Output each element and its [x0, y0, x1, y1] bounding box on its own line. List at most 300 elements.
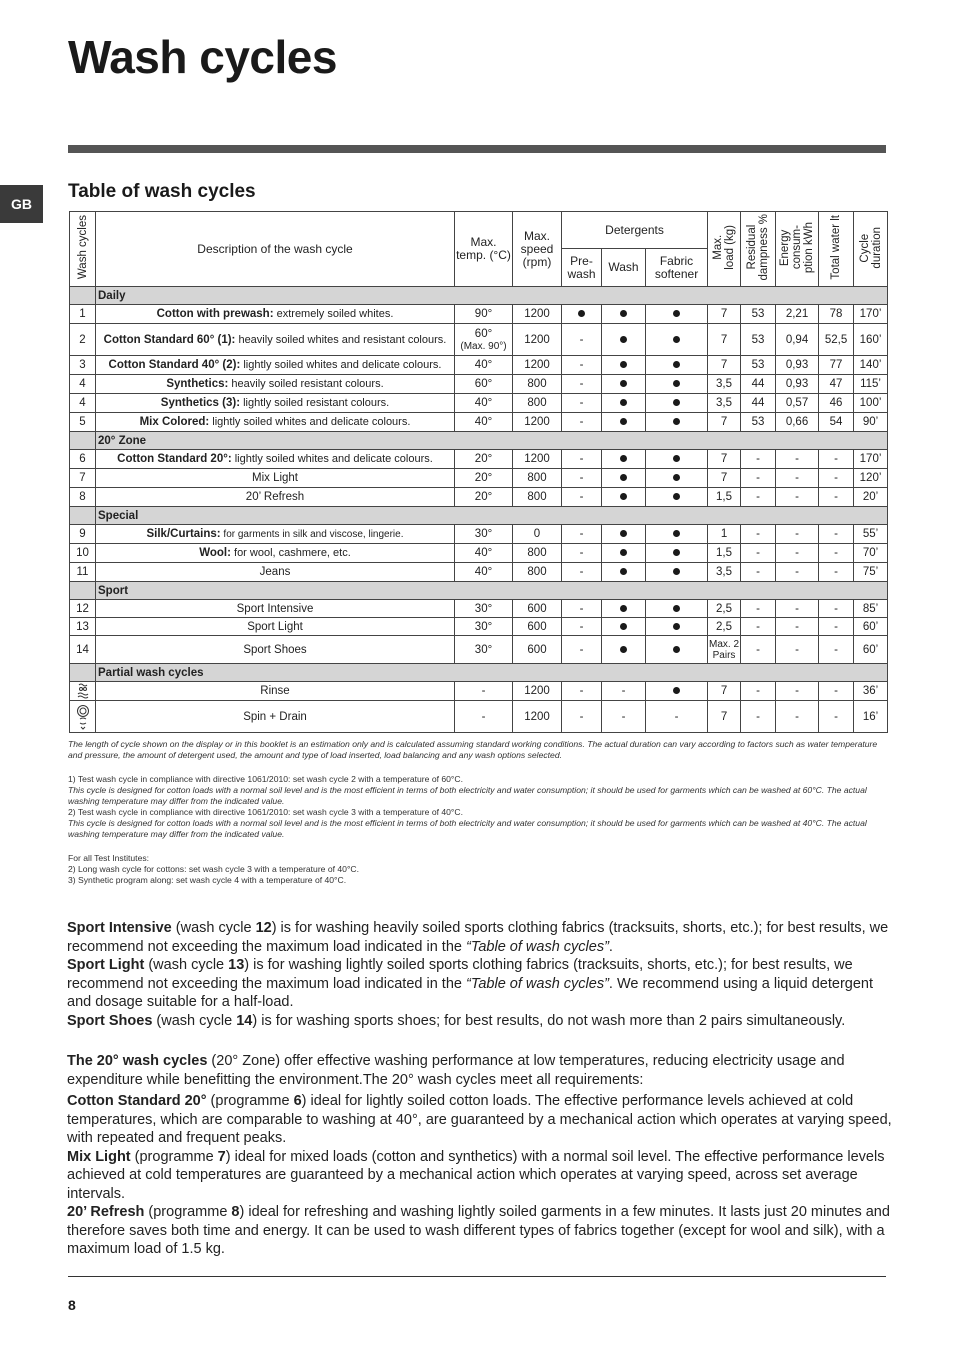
cell-max-temp: 40° [455, 413, 513, 432]
cell-duration: 60’ [854, 618, 888, 636]
included-dot-icon [673, 418, 680, 425]
cycle-name: Synthetics (3): [160, 397, 241, 409]
cycle-detail: heavily soiled whites and resistant colours. [235, 333, 447, 346]
table-row [70, 600, 888, 618]
cell-fabric-softener [646, 394, 708, 413]
cycle-detail: Spin + Drain [243, 710, 307, 723]
sport-shoes-paragraph: Sport Shoes (wash cycle 14) is for washing sports shoes; for best results, do not wash more than 2 pairs simultaneously. [67, 1012, 846, 1029]
cell-max-load: 1 [708, 525, 741, 544]
table-row [70, 488, 888, 507]
load-unit: Pairs [712, 649, 736, 661]
cell-total-water: - [819, 525, 854, 544]
header-max-speed: Max. speed (rpm) [513, 212, 562, 287]
cell-fabric-softener [646, 600, 708, 618]
table-row [70, 305, 888, 324]
cycle-name: Mix Colored: [139, 416, 210, 428]
included-dot-icon [673, 549, 680, 556]
cell-prewash: - [562, 701, 602, 733]
cell-wash [602, 469, 646, 488]
header-cycle-duration: Cycle duration [854, 212, 888, 287]
refresh-paragraph: 20’ Refresh (programme 8) ideal for refreshing and washing lightly soiled garments in a few minutes. It lasts just 20 minutes and therefore saves both time and energy. It can be used to wash different types of fabrics together (except for wool and silk), with a maximum load of 1.5 kg. [67, 1204, 890, 1257]
cycle-detail: lightly soiled resistant colours. [240, 397, 390, 409]
cell-energy: - [776, 488, 819, 507]
table-row [70, 375, 888, 394]
cell-energy: - [776, 682, 819, 701]
cell-prewash: - [562, 375, 602, 394]
rinse-icon [70, 683, 95, 699]
header-wash: Wash [602, 249, 646, 287]
cell-prewash [562, 305, 602, 324]
cell-max-load: 7 [708, 701, 741, 733]
cell-energy: - [776, 618, 819, 636]
cell-max-speed: 1200 [513, 324, 562, 356]
cycle-description [96, 375, 455, 394]
cell-residual-dampness: 44 [741, 394, 776, 413]
cycle-number: 10 [70, 544, 96, 563]
cell-wash [602, 525, 646, 544]
included-dot-icon [620, 310, 627, 317]
cell-fabric-softener [646, 413, 708, 432]
cell-max-temp: 20° [455, 488, 513, 507]
included-dot-icon [673, 399, 680, 406]
header-total-water: Total water lt [819, 212, 854, 287]
cell-total-water: 52,5 [819, 324, 854, 356]
table-row [70, 450, 888, 469]
cell-residual-dampness: - [741, 600, 776, 618]
included-dot-icon [620, 549, 627, 556]
cell-duration: 60’ [854, 636, 888, 664]
cycle-description [96, 356, 455, 375]
cycle-detail: Sport Shoes [243, 643, 307, 656]
cycle-number: 6 [70, 450, 96, 469]
cell-wash [602, 544, 646, 563]
table-row [70, 563, 888, 582]
cell-duration: 20’ [854, 488, 888, 507]
table-row [70, 618, 888, 636]
cotton-standard-20-paragraph: Cotton Standard 20° (programme 6) ideal for lightly soiled cotton loads. The effective performance levels achieved at cold temperatures, which are comparable to washing at 40°, are guaranteed by a mechanical action which operates at varying speed, with repeated and frequent peaks. [67, 1093, 892, 1146]
cell-prewash: - [562, 413, 602, 432]
cell-max-temp: 40° [455, 544, 513, 563]
cell-wash [602, 305, 646, 324]
cell-fabric-softener [646, 525, 708, 544]
cell-max-speed: 0 [513, 525, 562, 544]
cell-duration: 16’ [854, 701, 888, 733]
cell-fabric-softener [646, 450, 708, 469]
cycle-detail: Mix Light [251, 472, 299, 484]
header-detergents: Detergents [562, 212, 708, 249]
included-dot-icon [620, 568, 627, 575]
cell-duration: 36’ [854, 682, 888, 701]
cell-total-water: 77 [819, 356, 854, 375]
table-row [70, 356, 888, 375]
cell-max-temp: 30° [455, 618, 513, 636]
header-prewash: Pre- wash [562, 249, 602, 287]
cycle-description [96, 413, 455, 432]
cycle-number: 7 [70, 469, 96, 488]
group-label: Sport [96, 582, 888, 600]
cell-residual-dampness: 53 [741, 324, 776, 356]
temp-value: 60° [474, 327, 493, 340]
included-dot-icon [673, 687, 680, 694]
cell-energy: - [776, 636, 819, 664]
included-dot-icon [673, 455, 680, 462]
included-dot-icon [673, 623, 680, 630]
cycle-number: 8 [70, 488, 96, 507]
included-dot-icon [620, 455, 627, 462]
cell-energy: - [776, 525, 819, 544]
cell-max-speed: 800 [513, 394, 562, 413]
zone20-description [67, 1092, 892, 1259]
header-residual-dampness: Residual dampness % [741, 212, 776, 287]
group-label: Partial wash cycles [96, 664, 888, 682]
cell-fabric-softener [646, 544, 708, 563]
included-dot-icon [673, 568, 680, 575]
cycle-description [96, 525, 455, 544]
section-title: Table of wash cycles [68, 181, 256, 202]
cell-residual-dampness: - [741, 563, 776, 582]
header-max-load: Max. load (kg) [708, 212, 741, 287]
group-label: Daily [96, 287, 888, 305]
cell-prewash: - [562, 618, 602, 636]
cell-max-temp: 20° [455, 450, 513, 469]
cell-total-water: - [819, 618, 854, 636]
cell-max-load: 7 [708, 682, 741, 701]
cell-max-temp: 30° [455, 600, 513, 618]
cell-max-speed: 1200 [513, 701, 562, 733]
cell-max-temp: - [455, 682, 513, 701]
included-dot-icon [673, 530, 680, 537]
cell-wash [602, 618, 646, 636]
header-energy: Energy consum- ption kWh [776, 212, 819, 287]
test-notes: 1) Test wash cycle in compliance with directive 1061/2010: set wash cycle 2 with a temperature of 60°C. This cycle is designed for cotton loads with a normal soil level and is the most efficient in terms of both electricity and water consumption; it should be used for garments which can be washed at 60°C. The actual washing temperature may differ from the indicated value. 2) Test wash cycle in compliance with directive 1061/2010: set wash cycle 3 with a temperature of 40°C. This cycle is designed for cotton loads with a normal soil level and is the most efficient in terms of both electricity and water consumption; it should be used for garments which can be washed at 40°C. The actual washing temperature may differ from the indicated value. [68, 774, 867, 839]
header-description: Description of the wash cycle [96, 212, 455, 287]
included-dot-icon [620, 380, 627, 387]
included-dot-icon [673, 310, 680, 317]
cell-max-load: 3,5 [708, 394, 741, 413]
included-dot-icon [620, 605, 627, 612]
group-row-special [70, 507, 888, 525]
included-dot-icon [620, 399, 627, 406]
cell-max-speed: 800 [513, 488, 562, 507]
cell-duration: 75’ [854, 563, 888, 582]
wash-cycles-table [69, 211, 888, 733]
table-row [70, 682, 888, 701]
included-dot-icon [673, 646, 680, 653]
cycle-number: 9 [70, 525, 96, 544]
cell-total-water: - [819, 488, 854, 507]
group-row-daily [70, 287, 888, 305]
cell-residual-dampness: - [741, 544, 776, 563]
cell-max-speed: 1200 [513, 450, 562, 469]
cycle-number: 14 [70, 636, 96, 664]
table-row [70, 544, 888, 563]
cycle-detail: for wool, cashmere, etc. [230, 547, 351, 559]
cycle-detail: lightly soiled whites and delicate colours. [240, 359, 442, 371]
cell-total-water: 46 [819, 394, 854, 413]
header-divider-bar [68, 145, 886, 153]
cell-max-speed: 1200 [513, 356, 562, 375]
included-dot-icon [578, 310, 585, 317]
cell-residual-dampness: - [741, 618, 776, 636]
cell-prewash: - [562, 450, 602, 469]
cell-max-temp: - [455, 701, 513, 733]
cycle-description [96, 394, 455, 413]
cycle-number: 5 [70, 413, 96, 432]
cell-prewash: - [562, 636, 602, 664]
cell-residual-dampness: 53 [741, 413, 776, 432]
cell-residual-dampness: - [741, 469, 776, 488]
page-number: 8 [68, 1297, 76, 1313]
cell-prewash: - [562, 544, 602, 563]
cell-wash [602, 394, 646, 413]
cell-fabric-softener [646, 305, 708, 324]
sport-intensive-paragraph: Sport Intensive (wash cycle 12) is for washing heavily soiled sports clothing fabrics (tracksuits, shorts, etc.); for best results, we recommend not exceeding the maximum load indicated in the “Table of wash cycles”. [67, 920, 889, 955]
language-tab: GB [0, 185, 43, 223]
cycle-number: 1 [70, 305, 96, 324]
cycle-number [70, 682, 96, 701]
cell-max-temp: 40° [455, 563, 513, 582]
cycle-description [96, 450, 455, 469]
included-dot-icon [673, 605, 680, 612]
cell-energy: 2,21 [776, 305, 819, 324]
cell-max-load: 2,5 [708, 600, 741, 618]
cycle-detail: Rinse [260, 685, 290, 697]
group-spacer [70, 582, 96, 600]
temp-max-value: (Max. 90°) [460, 340, 507, 352]
included-dot-icon [673, 474, 680, 481]
footer-divider [68, 1276, 886, 1277]
group-row-sport [70, 582, 888, 600]
cycle-name: Synthetics: [166, 378, 229, 390]
cell-residual-dampness: - [741, 682, 776, 701]
cell-max-load: 7 [708, 305, 741, 324]
cycle-detail: Sport Light [247, 620, 303, 633]
cycle-detail: Jeans [259, 566, 291, 578]
duration-note: The length of cycle shown on the display or in this booklet is an estimation only and is calculated assuming standard working conditions. The actual duration can vary according to factors such as water temperature and pressure, the amount of detergent used, the amount and type of load inserted, load balancing and any wash options selected. [68, 739, 878, 760]
cell-wash [602, 488, 646, 507]
cycle-detail: lightly soiled whites and delicate colours. [231, 453, 433, 465]
included-dot-icon [673, 336, 680, 343]
cell-fabric-softener [646, 563, 708, 582]
cell-duration: 160’ [854, 324, 888, 356]
cell-duration: 70’ [854, 544, 888, 563]
cycle-number: 13 [70, 618, 96, 636]
cell-max-speed: 600 [513, 600, 562, 618]
cell-residual-dampness: - [741, 488, 776, 507]
cell-residual-dampness: 53 [741, 356, 776, 375]
sport-light-paragraph: Sport Light (wash cycle 13) is for washing lightly soiled sports clothing fabrics (tracksuits, shorts, etc.); for best results, we recommend not exceeding the maximum load indicated in the “Table of wash cycles”. We recommend using a liquid detergent and dosage suitable for a half-load. [67, 957, 874, 1010]
cell-max-load: 7 [708, 324, 741, 356]
cell-energy: - [776, 544, 819, 563]
cycle-name: Cotton Standard 60° (1): [103, 333, 236, 346]
cell-max-speed: 1200 [513, 413, 562, 432]
cell-total-water: - [819, 600, 854, 618]
included-dot-icon [620, 336, 627, 343]
cell-max-speed: 800 [513, 469, 562, 488]
cycle-description [96, 469, 455, 488]
cycle-detail: lightly soiled whites and delicate colours. [209, 416, 411, 428]
cell-residual-dampness: 44 [741, 375, 776, 394]
cycle-description [96, 701, 455, 733]
cycle-description [96, 563, 455, 582]
included-dot-icon [673, 493, 680, 500]
cell-residual-dampness: - [741, 701, 776, 733]
cell-energy: 0,57 [776, 394, 819, 413]
cell-fabric-softener [646, 682, 708, 701]
sport-description [67, 919, 892, 1030]
cell-duration: 115’ [854, 375, 888, 394]
cycle-number: 2 [70, 324, 96, 356]
zone20-intro: The 20° wash cycles (20° Zone) offer effective washing performance at low temperatures, reducing electricity usage and expenditure while benefitting the environment.The 20° wash cycles meet all requirements: [67, 1053, 845, 1088]
cell-duration: 140’ [854, 356, 888, 375]
cycle-number: 4 [70, 394, 96, 413]
table-row [70, 324, 888, 356]
cell-total-water: - [819, 450, 854, 469]
cell-max-speed: 1200 [513, 682, 562, 701]
cell-max-speed: 800 [513, 375, 562, 394]
cell-energy: 0,93 [776, 356, 819, 375]
cell-total-water: - [819, 469, 854, 488]
cell-wash [602, 563, 646, 582]
table-row [70, 701, 888, 733]
cell-fabric-softener [646, 375, 708, 394]
institutes-notes: For all Test Institutes: 2) Long wash cycle for cottons: set wash cycle 3 with a temperature of 40°C. 3) Synthetic program along: set wash cycle 4 with a temperature of 40°C. [68, 853, 359, 885]
cell-max-speed: 800 [513, 544, 562, 563]
included-dot-icon [620, 418, 627, 425]
cell-max-temp [455, 324, 513, 356]
cell-max-load: 1,5 [708, 488, 741, 507]
cell-prewash: - [562, 600, 602, 618]
cell-energy: 0,93 [776, 375, 819, 394]
cell-wash [602, 375, 646, 394]
cell-total-water: - [819, 701, 854, 733]
cycle-number: 11 [70, 563, 96, 582]
group-spacer [70, 432, 96, 450]
header-max-temp: Max. temp. (°C) [455, 212, 513, 287]
cycle-detail: extremely soiled whites. [273, 308, 394, 320]
cell-duration: 120’ [854, 469, 888, 488]
load-value: Max. 2 [709, 638, 740, 650]
cell-max-temp: 40° [455, 394, 513, 413]
cell-total-water: 54 [819, 413, 854, 432]
cell-prewash: - [562, 488, 602, 507]
cycle-name: Silk/Curtains: [146, 528, 221, 540]
cycle-name: Wool: [199, 547, 231, 559]
cell-wash [602, 636, 646, 664]
table-row [70, 525, 888, 544]
cycle-name: Cotton Standard 20°: [117, 453, 232, 465]
cell-max-load [708, 636, 741, 664]
cycle-number: 12 [70, 600, 96, 618]
group-label: Special [96, 507, 888, 525]
group-row-zone20 [70, 432, 888, 450]
cell-total-water: - [819, 563, 854, 582]
cell-max-load: 1,5 [708, 544, 741, 563]
cycle-detail: for garments in silk and viscose, lingerie. [220, 529, 404, 540]
cycle-description [96, 488, 455, 507]
included-dot-icon [620, 623, 627, 630]
cycle-description [96, 682, 455, 701]
cell-wash [602, 600, 646, 618]
included-dot-icon [620, 646, 627, 653]
cell-prewash: - [562, 525, 602, 544]
cell-duration: 90’ [854, 413, 888, 432]
cell-max-temp: 20° [455, 469, 513, 488]
cell-residual-dampness: - [741, 450, 776, 469]
cell-max-temp: 90° [455, 305, 513, 324]
header-wash-cycles: Wash cycles [70, 212, 96, 287]
cell-max-temp: 30° [455, 636, 513, 664]
cell-energy: 0,66 [776, 413, 819, 432]
cycle-detail: 20’ Refresh [245, 491, 305, 503]
cycle-name: Cotton with prewash: [156, 308, 274, 320]
cycle-detail: heavily soiled resistant colours. [228, 378, 384, 390]
cell-wash: - [602, 701, 646, 733]
included-dot-icon [673, 361, 680, 368]
table-row [70, 413, 888, 432]
cell-max-speed: 800 [513, 563, 562, 582]
cell-max-speed: 1200 [513, 305, 562, 324]
cell-total-water: - [819, 682, 854, 701]
included-dot-icon [620, 493, 627, 500]
cell-energy: - [776, 469, 819, 488]
included-dot-icon [620, 530, 627, 537]
cell-residual-dampness: - [741, 525, 776, 544]
cell-max-load: 7 [708, 450, 741, 469]
table-row [70, 469, 888, 488]
table-row [70, 636, 888, 664]
cell-fabric-softener [646, 618, 708, 636]
cycle-description [96, 618, 455, 636]
cell-total-water: - [819, 544, 854, 563]
cell-total-water: 47 [819, 375, 854, 394]
cell-prewash: - [562, 394, 602, 413]
cell-prewash: - [562, 324, 602, 356]
cell-prewash: - [562, 682, 602, 701]
cell-total-water: - [819, 636, 854, 664]
cycle-description [96, 544, 455, 563]
spin-drain-icon [70, 704, 95, 730]
cell-max-speed: 600 [513, 618, 562, 636]
cycle-number [70, 701, 96, 733]
included-dot-icon [673, 380, 680, 387]
cycle-description [96, 600, 455, 618]
mix-light-paragraph: Mix Light (programme 7) ideal for mixed loads (cotton and synthetics) with a normal soil level. The effective performance levels achieved at cold temperatures are guaranteed by a mechanical action which operates at varying speed, across set average intervals. [67, 1148, 885, 1202]
cell-energy: - [776, 450, 819, 469]
cell-duration: 170’ [854, 450, 888, 469]
cell-max-temp: 30° [455, 525, 513, 544]
cell-fabric-softener [646, 324, 708, 356]
cell-duration: 100’ [854, 394, 888, 413]
cell-max-load: 7 [708, 356, 741, 375]
cell-wash [602, 413, 646, 432]
cell-fabric-softener [646, 469, 708, 488]
cell-max-load: 2,5 [708, 618, 741, 636]
cell-max-temp: 60° [455, 375, 513, 394]
cell-fabric-softener [646, 488, 708, 507]
cell-duration: 85’ [854, 600, 888, 618]
cell-residual-dampness: - [741, 636, 776, 664]
cycle-name: Cotton Standard 40° (2): [108, 359, 241, 371]
cell-duration: 55’ [854, 525, 888, 544]
cycle-description [96, 636, 455, 664]
cell-prewash: - [562, 356, 602, 375]
cell-max-load: 3,5 [708, 563, 741, 582]
cell-duration: 170’ [854, 305, 888, 324]
header-fabric-softener: Fabric softener [646, 249, 708, 287]
cell-max-load: 7 [708, 413, 741, 432]
group-row-partial [70, 664, 888, 682]
